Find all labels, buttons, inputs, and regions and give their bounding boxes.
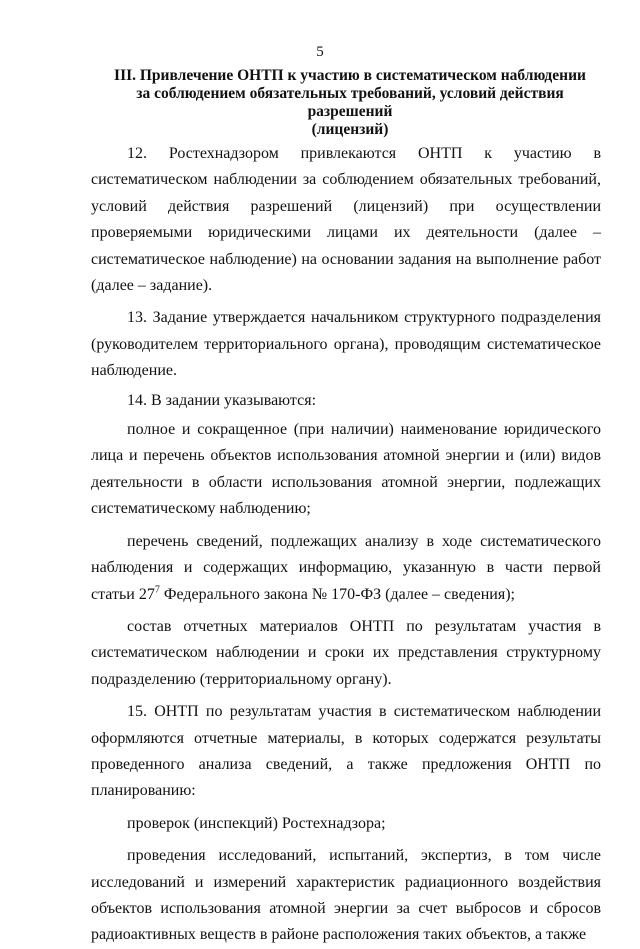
paragraph-14-item-info-text: перечень сведений, подлежащих анализу в ходе систематического наблюдения и содержащих информацию, указанную в части первой статьи 27 — [91, 532, 601, 603]
article-superscript: 7 — [154, 584, 160, 596]
paragraph-15: 15. ОНТП по результатам участия в систематическом наблюдении оформляются отчетные материалы, в которых содержатся результаты проведенного анализа сведений, а также предложения ОНТП по планированию: — [91, 703, 601, 800]
paragraph-15-item-research: проведения исследований, испытаний, экспертиз, в том числе исследований и измерений характеристик радиационного воздействия объектов использования атомной энергии за счет выбросов и сбросов радиоактивных веществ в районе расположения таких объектов, а также — [91, 847, 601, 944]
paragraph-13: 13. Задание утверждается начальником структурного подразделения (руководителем территориального органа), проводящим систематическое наблюдение. — [91, 309, 601, 380]
paragraph-14-item-info — [91, 529, 601, 608]
paragraph-15-item-inspections: проверок (инспекций) Ростехнадзора; — [127, 814, 386, 832]
body-text — [91, 141, 601, 949]
section-heading-line-1: III. Привлечение ОНТП к участию в систематическом наблюдении — [114, 67, 586, 84]
paragraph-14-item-reports: состав отчетных материалов ОНТП по результатам участия в систематическом наблюдении и сроки их представления структурному подразделению (территориальному органу). — [91, 617, 601, 688]
page-number: 5 — [316, 44, 324, 60]
section-heading — [95, 67, 605, 139]
paragraph-12: 12. Ростехнадзором привлекаются ОНТП к участию в систематическом наблюдении за соблюдением обязательных требований, условий действия разрешений (лицензий) при осуществлении проверяемыми юридическими лицами их деятельности (далее – систематическое наблюдение) на основании задания на выполнение работ (далее – задание). — [91, 145, 601, 295]
paragraph-14: 14. В задании указываются: — [127, 391, 317, 409]
section-heading-line-2: за соблюдением обязательных требований, условий действия разрешений — [136, 85, 564, 120]
paragraph-14-item-name: полное и сокращенное (при наличии) наименование юридического лица и перечень объектов использования атомной энергии и (или) видов деятельности в области использования атомной энергии, подлежащих систематическому наблюдению; — [91, 421, 601, 518]
section-heading-line-3: (лицензий) — [311, 121, 389, 138]
paragraph-14-item-info-tail: Федерального закона № 170-ФЗ (далее – сведения); — [159, 585, 515, 603]
